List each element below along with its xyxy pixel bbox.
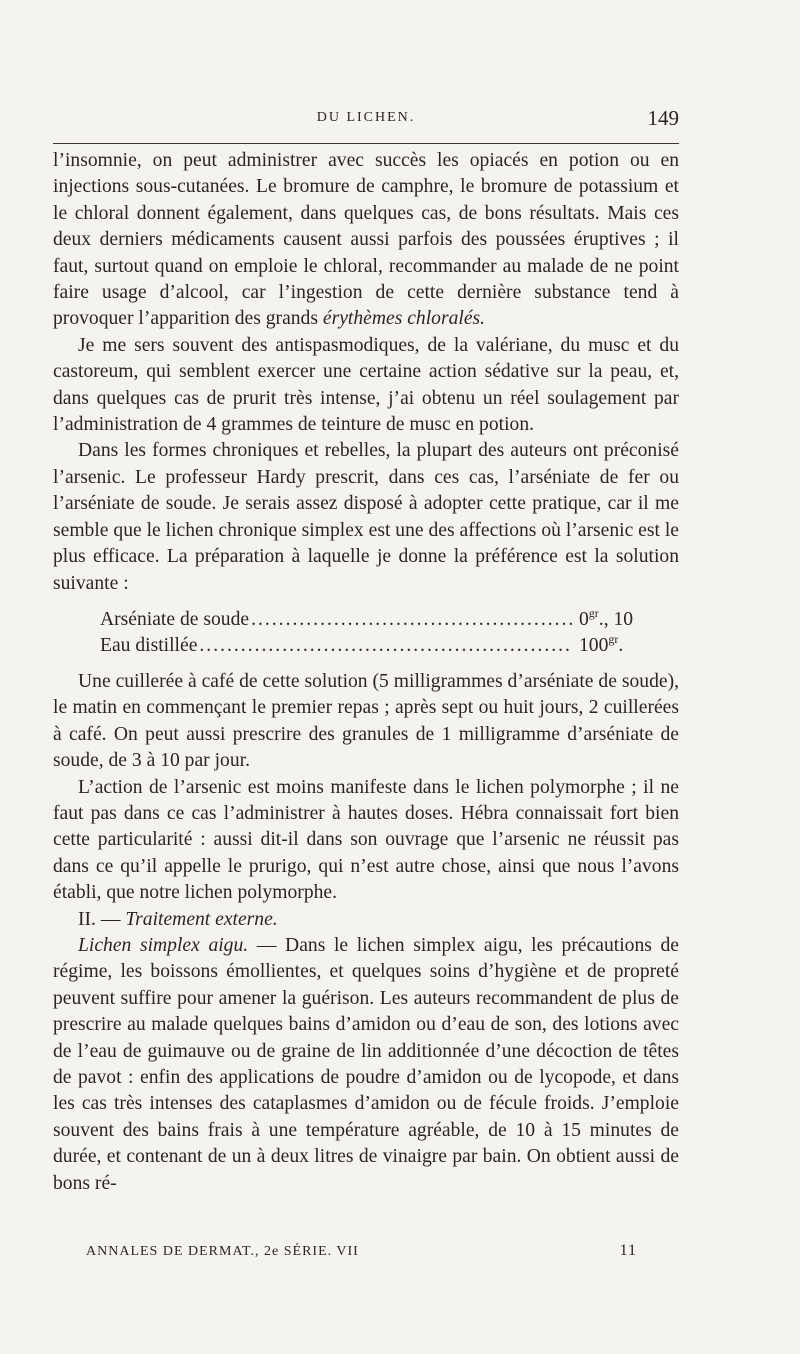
- quantity-unit: gr: [588, 605, 599, 620]
- ingredient-name: Arséniate de soude: [100, 608, 250, 630]
- paragraph-text: l’insomnie, on peut administrer avec succès les opiacés en potion ou en injections sous-cutanées. Le bromure de camphre, le bromure de potassium et le chloral donnent également, dans quelques cas, de bons résultats. Mais ces deux derniers médicaments causent aussi parfois des poussées éruptives ; il faut, surtout quand on emploie le chloral, recommander au malade de ne point faire usage d’alcool, car l’ingestion de cette dernière substance tend à provoquer l’apparition des grands: [53, 150, 679, 330]
- quantity-value: 100: [579, 634, 609, 656]
- running-header: [53, 106, 679, 136]
- section-title: Traitement externe.: [125, 908, 278, 930]
- running-title: DU LICHEN.: [316, 110, 416, 125]
- paragraph-polymorphe: L’action de l’arsenic est moins manifeste dans le lichen polymorphe ; il ne faut pas dans ce cas l’administrer à hautes doses. Hébra connaissait fort bien cette particularité : aussi dit-il dans son ouvrage que l’arsenic ne réussit pas dans ce qu’il appelle le prurigo, qui n’est autre chose, ainsi que nous l’avons établi, que notre lichen polymorphe.: [53, 776, 679, 904]
- section-number: II. —: [78, 908, 126, 930]
- paragraph-text: — Dans le lichen simplex aigu, les précautions de régime, les boissons émollientes, et quelques soins d’hygiène et de propreté peuvent suffire pour amener la guérison. Les auteurs recommandent de plus de prescrire au malade quelques bains d’amidon ou d’eau de son, des lotions avec de l’eau de guimauve ou de graine de lin additionnée d’une décoction de têtes de pavot : enfin des applications de poudre d’amidon ou de lycopode, et dans les cas très intenses des cataplasmes d’amidon ou de fécule froids. J’emploie souvent des bains frais à une température agréable, de 10 à 15 minutes de durée, et contenant de un à deux litres de vinaigre par bain. On obtient aussi de bons ré-: [53, 934, 679, 1194]
- leader-dots: [199, 633, 573, 659]
- ingredient-quantity: [579, 607, 649, 633]
- subsection-title: Lichen simplex aigu.: [78, 934, 249, 956]
- header-rule: [53, 143, 679, 144]
- quantity-unit: gr: [608, 631, 619, 646]
- paragraph-posologie: Une cuillerée à café de cette solution (5 milligrammes d’arséniate de soude), le matin en commençant le premier repas ; après sept ou huit jours, 2 cuillerées à café. On peut aussi prescrire des granules de 1 milligramme d’arséniate de soude, de 3 à 10 par jour.: [53, 670, 679, 772]
- italic-term: érythèmes chloralés.: [322, 308, 486, 330]
- quantity-value: 0: [579, 608, 589, 630]
- paragraph-lichen-aigu: [53, 933, 679, 1197]
- paragraph-antispasmodiques: Je me sers souvent des antispasmodiques, de la valériane, du musc et du castoreum, qui semblent exercer une certaine action sédative sur la peau, et, dans quelques cas de prurit très intense, j’ai obtenu un réel soulagement par l’administration de 4 grammes de teinture de musc en potion.: [53, 334, 679, 436]
- prescription-formula: [53, 607, 679, 659]
- paragraph-insomnie: [53, 148, 679, 333]
- page-footer: [53, 1242, 679, 1266]
- formula-line: [100, 607, 649, 633]
- ingredient-quantity: [579, 633, 649, 659]
- page-number: 149: [647, 106, 679, 130]
- gathering-number: 11: [619, 1242, 637, 1259]
- ingredient-name: Eau distillée: [100, 634, 198, 656]
- leader-dots: [251, 607, 573, 633]
- formula-line: [100, 633, 649, 659]
- quantity-tail: ., 10: [598, 608, 634, 630]
- page-body: [53, 148, 679, 1197]
- quantity-tail: .: [618, 634, 624, 656]
- section-heading: [53, 907, 679, 933]
- journal-signature: ANNALES DE DERMAT., 2e SÉRIE. VII: [86, 1244, 359, 1259]
- paragraph-arsenic: Dans les formes chroniques et rebelles, la plupart des auteurs ont préconisé l’arsenic. Le professeur Hardy prescrit, dans ces cas, l’arséniate de fer ou l’arséniate de soude. Je serais assez disposé à adopter cette pratique, car il me semble que le lichen chronique simplex est une des affections où l’arsenic est le plus efficace. La préparation à laquelle je donne la préférence est la solution suivante :: [53, 440, 679, 594]
